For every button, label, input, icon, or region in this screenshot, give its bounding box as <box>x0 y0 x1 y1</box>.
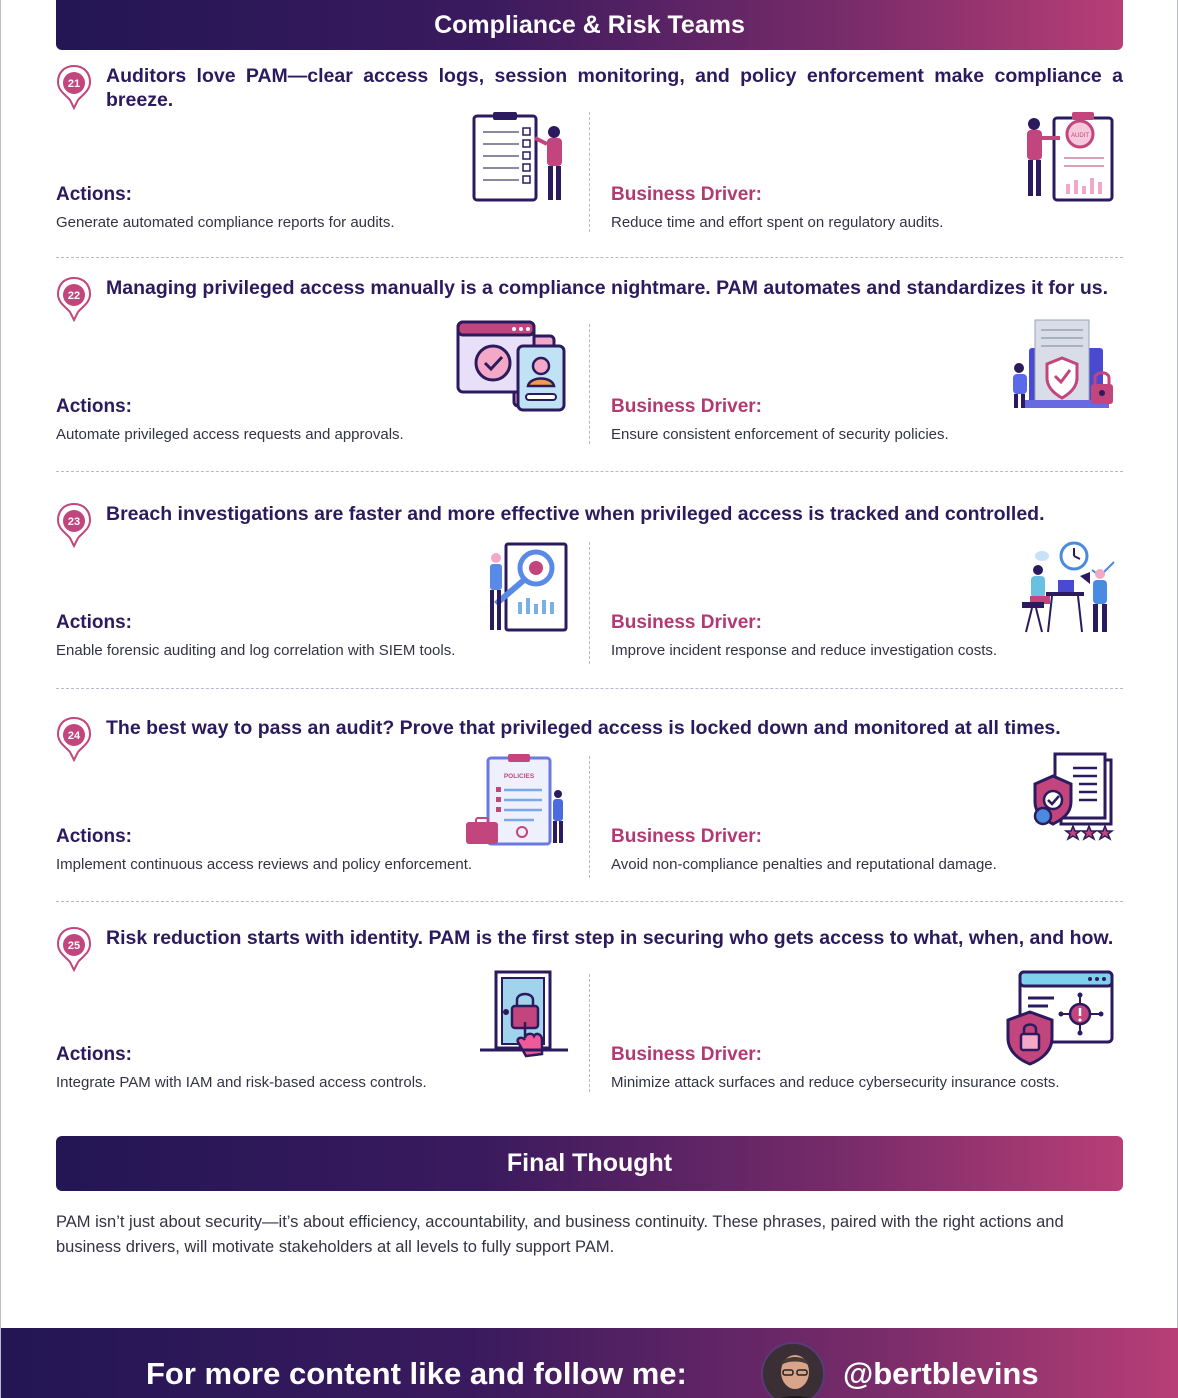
business-driver-text: Reduce time and effort spent on regulatory audits. <box>611 214 944 231</box>
business-driver-title: Business Driver: <box>611 612 763 633</box>
access-request-window-illustration <box>456 320 568 414</box>
actions-text: Automate privileged access requests and approvals. <box>56 426 404 443</box>
actions-title: Actions: <box>56 826 132 847</box>
incident-response-team-illustration <box>1018 540 1116 634</box>
business-driver-text: Ensure consistent enforcement of security policies. <box>611 426 949 443</box>
compliance-certificate-illustration <box>1031 752 1115 844</box>
avatar[interactable] <box>761 1342 825 1398</box>
footer-cta: For more content like and follow me: <box>146 1356 687 1391</box>
actions-title: Actions: <box>56 396 132 417</box>
final-thought-text: PAM isn’t just about security—it’s about efficiency, accountability, and business continuity. These phrases, paired with the right actions and business drivers, will motivate stakeholders at all levels to fully support PAM. <box>56 1213 1064 1256</box>
number-badge-icon <box>56 64 92 110</box>
checklist-clipboard-illustration <box>471 110 571 205</box>
number-badge-icon <box>56 502 92 548</box>
business-driver-text: Minimize attack surfaces and reduce cybersecurity insurance costs. <box>611 1074 1060 1091</box>
section-header-banner <box>56 0 1123 50</box>
business-driver-title: Business Driver: <box>611 826 763 847</box>
security-policy-shield-illustration <box>1011 318 1115 414</box>
actions-text: Generate automated compliance reports for audits. <box>56 214 395 231</box>
business-driver-text: Avoid non-compliance penalties and reputational damage. <box>611 856 997 873</box>
audit-report-illustration <box>1024 108 1116 204</box>
business-driver-title: Business Driver: <box>611 1044 763 1065</box>
badge-number: 22 <box>67 290 81 302</box>
badge-number: 25 <box>67 940 81 952</box>
footer-banner <box>1 1328 1178 1398</box>
column-divider <box>589 542 590 664</box>
number-badge-icon <box>56 276 92 322</box>
audit-label: AUDIT <box>1071 133 1089 139</box>
tip-headline: Auditors love PAM—clear access logs, session monitoring, and policy enforcement make compliance a breeze. <box>106 65 1123 111</box>
profile-photo-icon <box>763 1344 825 1398</box>
tip-headline: Risk reduction starts with identity. PAM is the first step in securing who gets access to what, when, and how. <box>106 927 1114 949</box>
final-thought-title: Final Thought <box>506 1149 673 1177</box>
actions-title: Actions: <box>56 1044 132 1065</box>
section-separator <box>56 471 1123 472</box>
actions-title: Actions: <box>56 612 132 633</box>
badge-number: 21 <box>67 78 81 90</box>
column-divider <box>589 974 590 1092</box>
column-divider <box>589 756 590 878</box>
section-header-title: Compliance & Risk Teams <box>434 10 745 39</box>
forensic-magnifier-illustration <box>484 542 570 634</box>
actions-text: Integrate PAM with IAM and risk-based access controls. <box>56 1074 427 1091</box>
section-separator <box>56 688 1123 689</box>
policies-clipboard-illustration <box>464 752 570 848</box>
badge-number: 23 <box>67 516 81 528</box>
number-badge-icon <box>56 926 92 972</box>
actions-text: Implement continuous access reviews and policy enforcement. <box>56 856 473 873</box>
policies-label: POLICIES <box>503 773 535 780</box>
section-separator <box>56 257 1123 258</box>
business-driver-text: Improve incident response and reduce investigation costs. <box>611 642 998 659</box>
actions-title: Actions: <box>56 184 132 205</box>
final-thought-banner <box>56 1136 1123 1191</box>
number-badge-icon <box>56 716 92 762</box>
section-separator <box>56 901 1123 902</box>
access-door-lock-illustration <box>478 970 570 1060</box>
column-divider <box>589 324 590 444</box>
business-driver-title: Business Driver: <box>611 184 763 205</box>
attack-surface-window-illustration <box>1004 970 1116 1066</box>
badge-number: 24 <box>67 730 81 742</box>
column-divider <box>589 112 590 232</box>
actions-text: Enable forensic auditing and log correlation with SIEM tools. <box>56 642 456 659</box>
tip-headline: Managing privileged access manually is a compliance nightmare. PAM automates and standardizes it for us. <box>106 277 1109 299</box>
tip-headline: The best way to pass an audit? Prove that privileged access is locked down and monitored at all times. <box>106 717 1061 739</box>
footer-handle-link[interactable]: @bertblevins <box>843 1356 1039 1391</box>
business-driver-title: Business Driver: <box>611 396 763 417</box>
tip-headline: Breach investigations are faster and more effective when privileged access is tracked and controlled. <box>106 503 1045 525</box>
